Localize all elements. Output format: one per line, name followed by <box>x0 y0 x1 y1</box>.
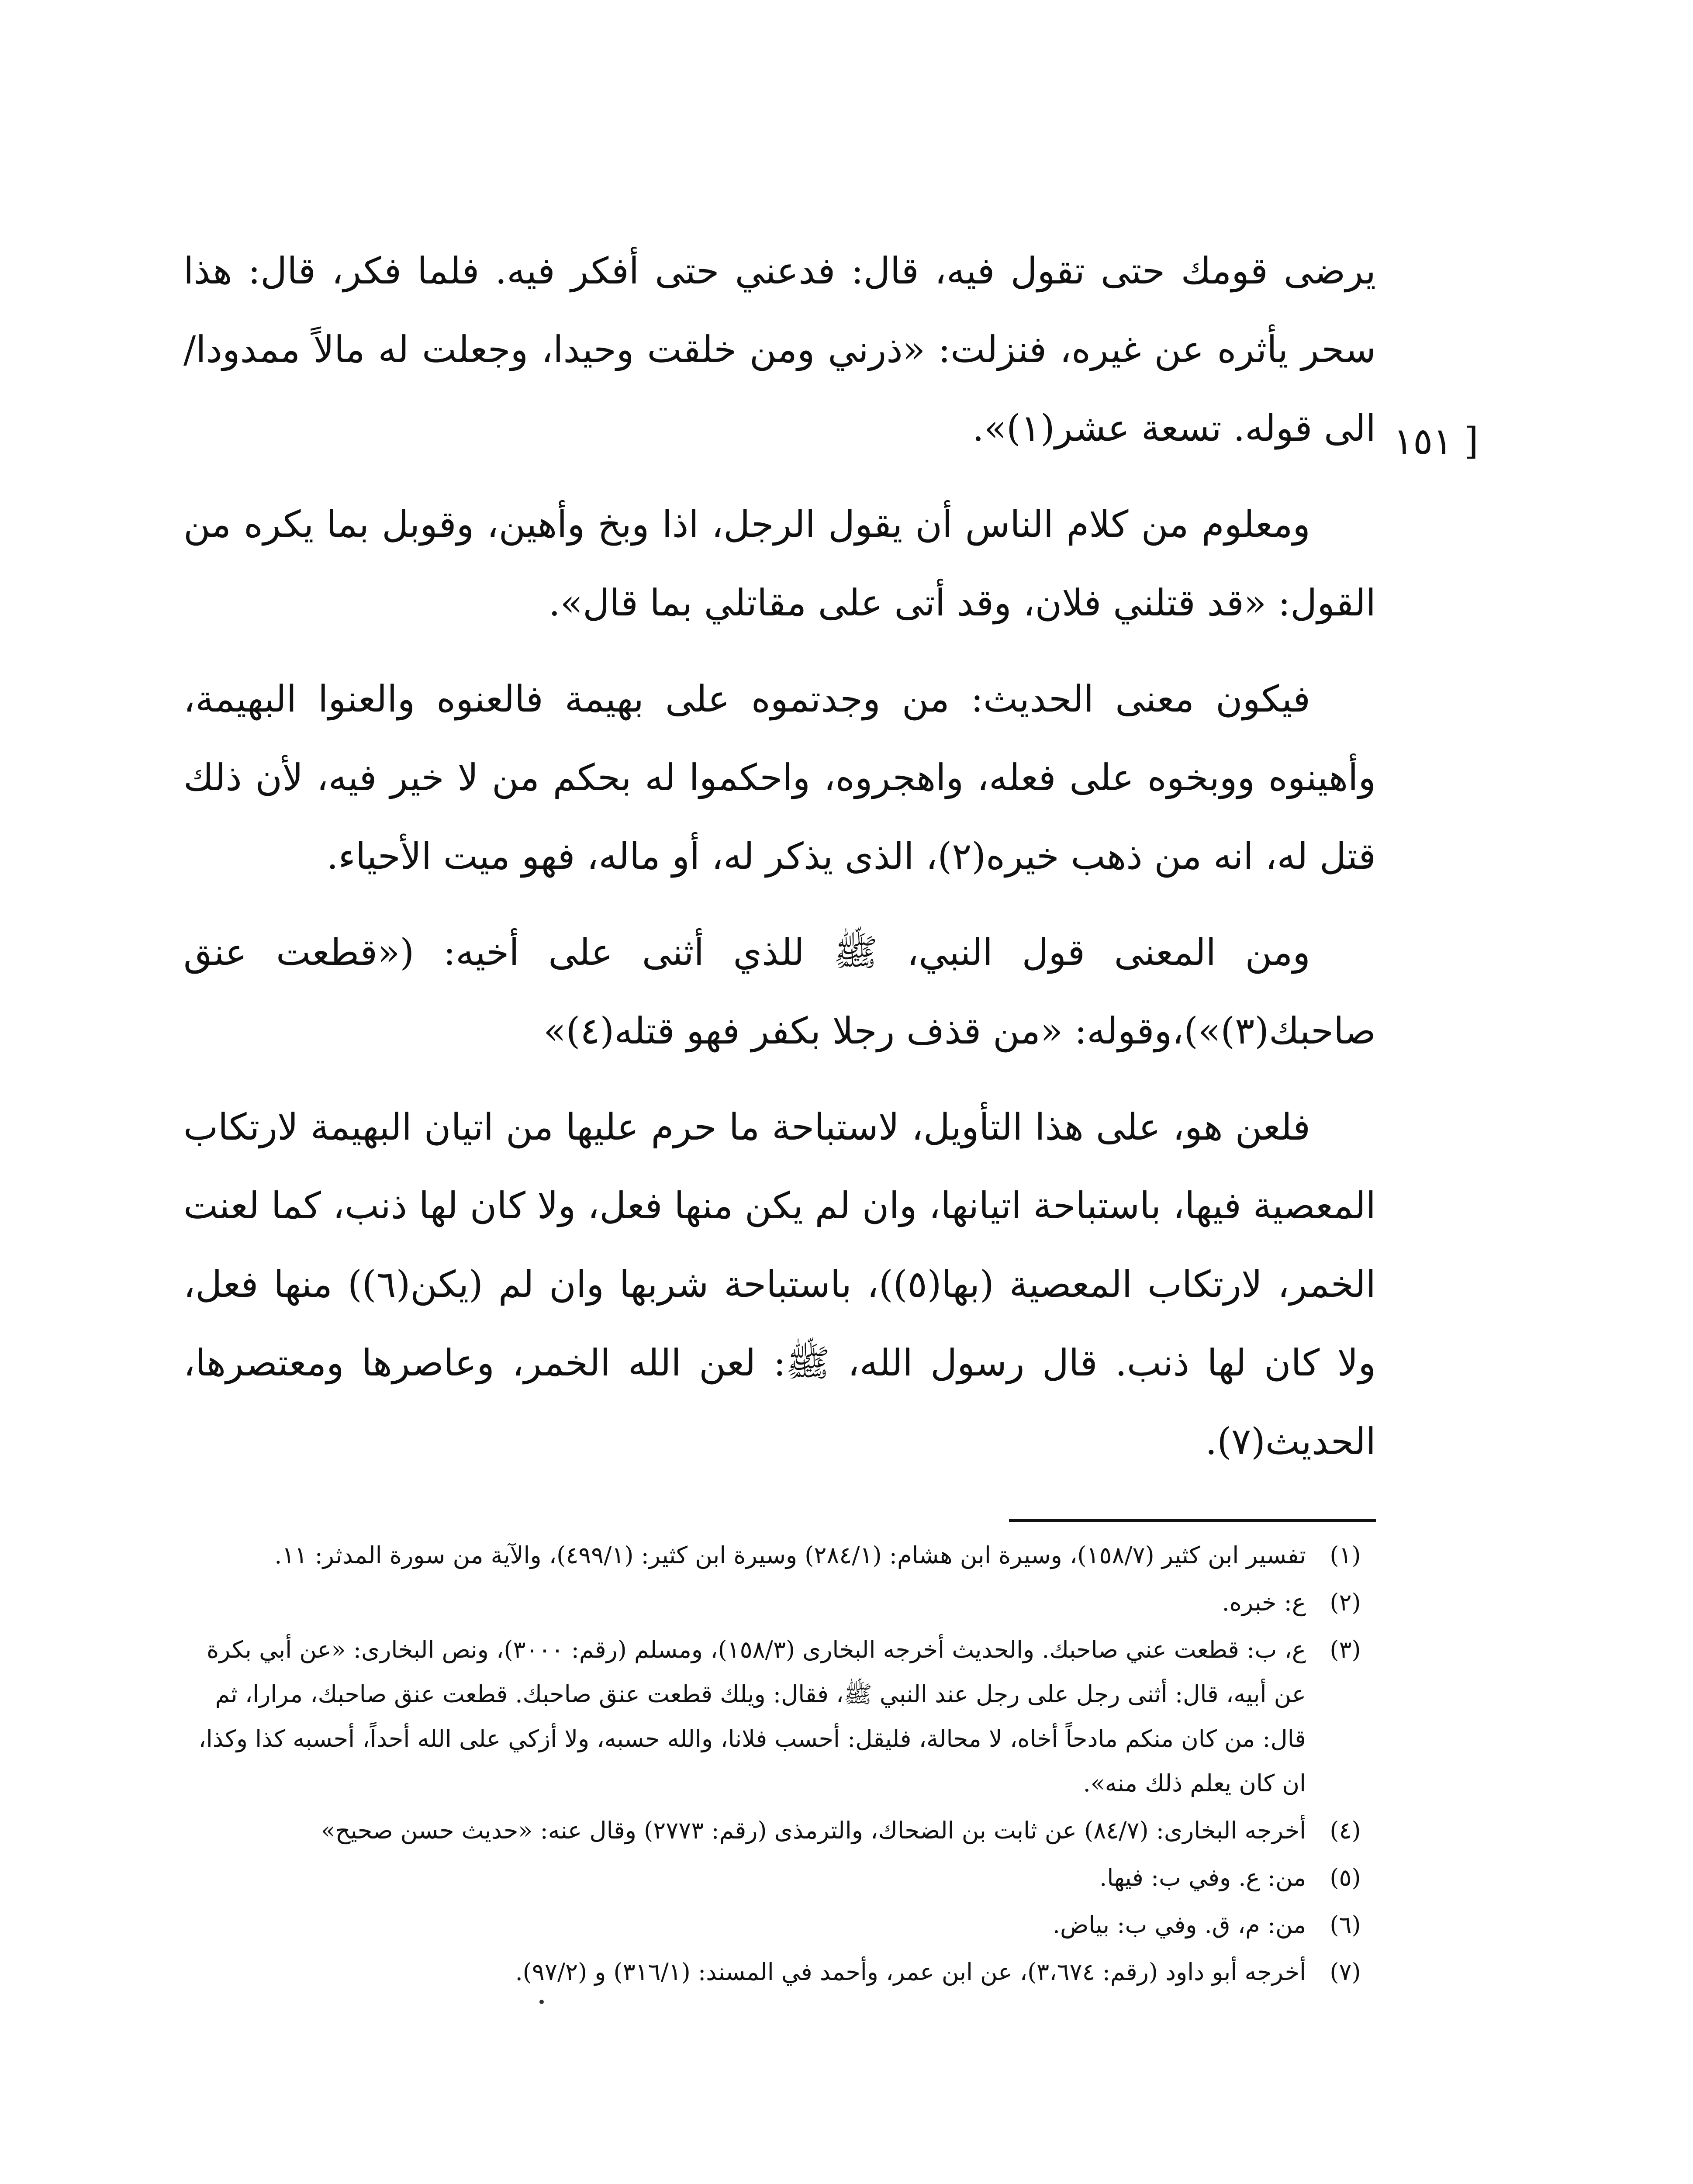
footnote-number: (١) <box>1330 1541 1361 1569</box>
paragraph-3: فيكون معنى الحديث: من وجدتموه على بهيمة فالعنوه والعنوا البهيمة، وأهينوه ووبخوه على فعله، واهجروه، واحكموا له بحكم من لا خير فيه، لأن ذلك قتل له، انه من ذهب خيره(٢)، الذى يذكر له، أو ماله، فهو ميت الأحياء. <box>183 677 1376 878</box>
footnote-text: أخرجه أبو داود (رقم: ٣،٦٧٤)، عن ابن عمر، وأحمد في المسند: (٣١٦/١) و (٩٧/٢). <box>515 1958 1306 1986</box>
footnote-5 <box>183 1856 1376 1900</box>
footnote-4 <box>183 1808 1376 1853</box>
scan-speck <box>539 2000 544 2004</box>
footnote-number: (٤) <box>1330 1817 1361 1844</box>
footnote-number: (٦) <box>1330 1911 1361 1939</box>
margin-page-marker: [ ١٥١ <box>1393 420 1479 463</box>
paragraph-5: فلعن هو، على هذا التأويل، لاستباحة ما حرم عليها من اتيان البهيمة لارتكاب المعصية فيها، باستباحة اتيانها، وان لم يكن منها فعل، ولا كان لها ذنب، كما لعنت الخمر، لارتكاب المعصية (بها(٥))، باستباحة شربها وان لم (يكن(٦)) منها فعل، ولا كان لها ذنب. قال رسول الله، ﷺ: لعن الله الخمر، وعاصرها ومعتصرها، الحديث(٧). <box>183 1106 1376 1463</box>
paragraph-4: ومن المعنى قول النبي، ﷺ للذي أثنى على أخيه: («قطعت عنق صاحبك(٣)»)،وقوله: «من قذف رجلا بكفر فهو قتله(٤)» <box>183 931 1376 1052</box>
footnote-text: أخرجه البخارى: (٨٤/٧) عن ثابت بن الضحاك، والترمذى (رقم: ٢٧٧٣) وقال عنه: «حديث حسن صحيح» <box>321 1817 1306 1844</box>
paragraph-2: ومعلوم من كلام الناس أن يقول الرجل، اذا وبخ وأهين، وقوبل بما يكره من القول: «قد قتلني فلان، وقد أتى على مقاتلي بما قال». <box>183 503 1376 624</box>
footnote-2 <box>183 1580 1376 1625</box>
paragraph-1: يرضى قومك حتى تقول فيه، قال: فدعني حتى أفكر فيه. فلما فكر، قال: هذا سحر يأثره عن غيره، فنزلت: «ذرني ومن خلقت وحيدا، وجعلت له مالاً ممدودا/ الى قوله. تسعة عشر(١)». <box>183 249 1376 449</box>
footnote-text: من: م، ق. وفي ب: بياض. <box>1052 1911 1306 1939</box>
footnote-6 <box>183 1903 1376 1947</box>
footnote-text: من: ع. وفي ب: فيها. <box>1099 1864 1306 1891</box>
footnote-separator <box>1009 1519 1376 1522</box>
main-text <box>183 232 1376 1498</box>
footnote-1 <box>183 1533 1376 1578</box>
footnotes <box>183 1533 1376 1997</box>
footnote-text: تفسير ابن كثير (١٥٨/٧)، وسيرة ابن هشام: (٢٨٤/١) وسيرة ابن كثير: (٤٩٩/١)، والآية من سورة المدثر: ١١. <box>274 1541 1306 1569</box>
footnote-number: (٢) <box>1330 1589 1361 1616</box>
footnote-number: (٥) <box>1330 1864 1361 1891</box>
footnote-text: ع، ب: قطعت عني صاحبك. والحديث أخرجه البخارى (١٥٨/٣)، ومسلم (رقم: ٣٠٠٠)، ونص البخارى: «عن أبي بكرة عن أبيه، قال: أثنى رجل على رجل عند النبي ﷺ، فقال: ويلك قطعت عنق صاحبك. قطعت عنق صاحبك، مرارا، ثم قال: من كان منكم مادحاً أخاه، لا محالة، فليقل: أحسب فلانا، والله حسبه، ولا أزكي على الله أحداً، أحسبه كذا وكذا، ان كان يعلم ذلك منه». <box>198 1636 1306 1797</box>
footnote-7 <box>183 1950 1376 1994</box>
footnote-text: ع: خبره. <box>1222 1589 1306 1616</box>
footnote-number: (٣) <box>1330 1636 1361 1663</box>
footnote-number: (٧) <box>1330 1958 1361 1986</box>
footnote-3 <box>183 1628 1376 1806</box>
